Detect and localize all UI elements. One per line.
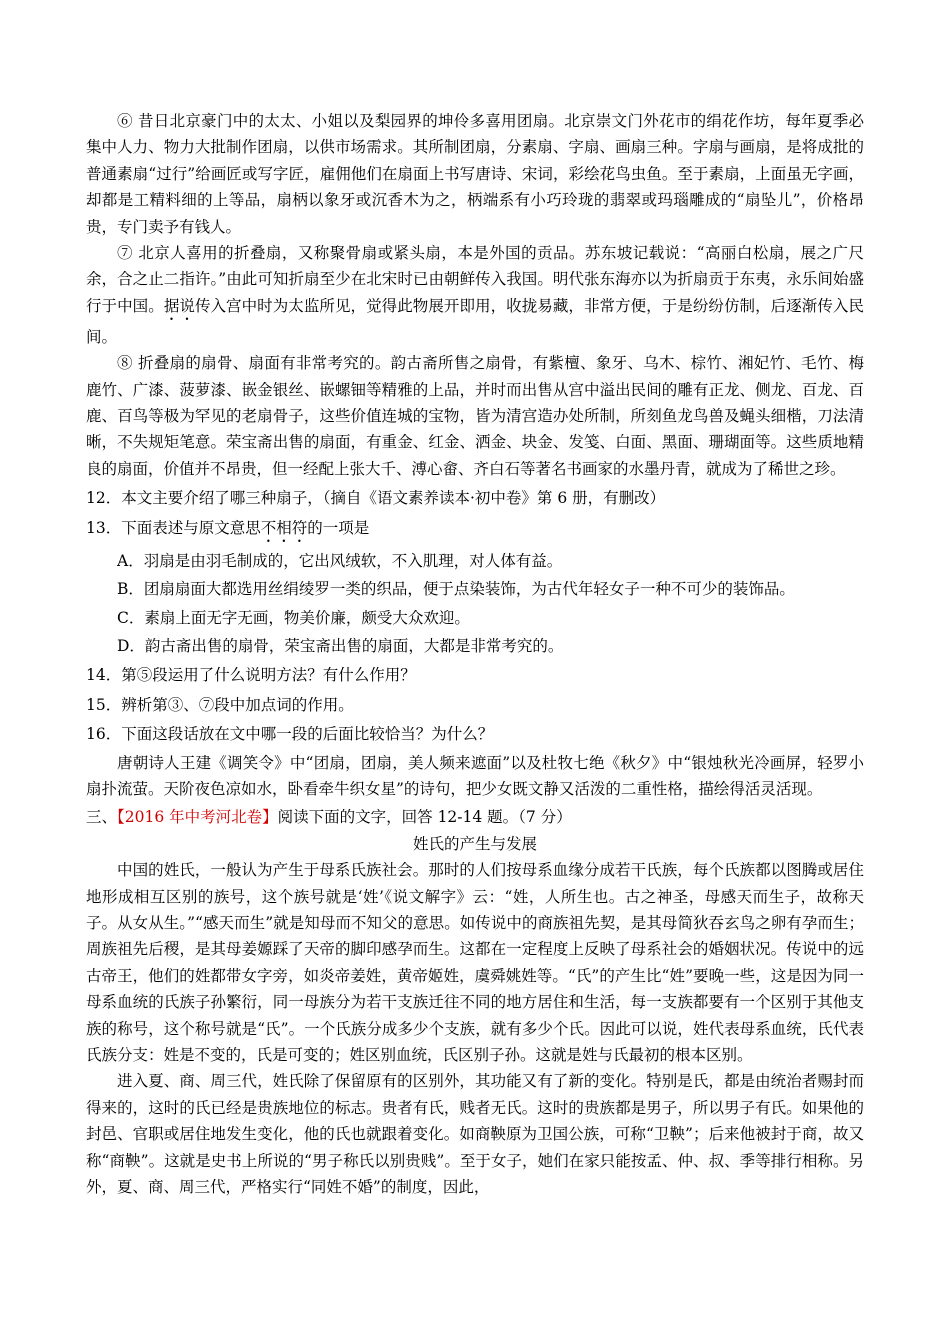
question-16-passage: 唐朝诗人王建《调笑令》中“团扇，团扇，美人频来遮面”以及杜牧七绝《秋夕》中“银烛秋光冷画屏，轻罗小扇扑流萤。天阶夜色凉如水，卧看牵牛织女星”的诗句，把少女既文静又活泼的二重性格，描绘得活灵活现。 [86,753,864,798]
paragraph-6: ⑥ 昔日北京豪门中的太太、小姐以及梨园界的坤伶多喜用团扇。北京崇文门外花市的绢花作坊，每年夏季必集中人力、物力大批制作团扇，以供市场需求。其所制团扇，分素扇、字扇、画扇三种。字扇与画扇，是将成批的普通素扇“过行”给画匠或写字匠，雇佣他们在扇面上书写唐诗、宋词，彩绘花鸟虫鱼。至于素扇，上面虽无字画，却都是工精料细的上等品，扇柄以象牙或沉香木为之，柄端系有小巧玲珑的翡翠或玛瑙雕成的“扇坠儿”，价格昂贵，专门卖予有钱人。 [86,112,864,236]
option-d: D．韵古斋出售的扇骨，荣宝斋出售的扇面，大都是非常考究的。 [117,636,564,655]
section-3-prefix: 三、 [86,808,118,827]
section-3-instruction: 阅读下面的文字，回答 12-14 题。（7 分） [277,808,572,827]
surname-paragraph-2: 进入夏、商、周三代，姓氏除了保留原有的区别外，其功能又有了新的变化。特别是氏，都是由统治者赐封而得来的，这时的氏已经是贵族地位的标志。贵者有氏，贱者无氏。这时的贵族都是男子，所以男子有氏。如果他的封邑、官职或居住地发生变化，他的氏也就跟着变化。如商鞅原为卫国公族，可称“卫鞅”；后来他被封于商，故又称“商鞅”。这就是史书上所说的“男子称氏以别贵贱”。至于女子，她们在家只能按孟、仲、叔、季等排行相称。另外，夏、商、周三代，严格实行“同姓不婚”的制度，因此， [86,1072,864,1197]
question-13-start: 13．下面表述与原文意思 [86,518,261,537]
paragraph-7-end: 传入宫中时为太监所见，觉得此物展开即用，收拢易藏，非常方便，于是纷纷仿制，后逐渐传入民间。 [86,296,864,346]
dotted-word-buxiangfu: 不相符 [260,518,308,537]
paragraph-7 [86,240,864,350]
option-b: B．团扇扇面大都选用丝绢绫罗一类的织品，便于点染装饰，为古代年轻女子一种不可少的装饰品。 [117,580,795,599]
option-a: A．羽扇是由羽毛制成的，它出风绒软，不入肌理，对人体有益。 [117,551,563,570]
question-13 [86,515,864,546]
article-title: 姓氏的产生与发展 [412,834,537,853]
option-c: C．素扇上面无字无画，物美价廉，颇受大众欢迎。 [117,608,470,627]
question-15: 15．辨析第③、⑦段中加点词的作用。 [86,695,354,714]
question-16: 16．下面这段话放在文中哪一段的后面比较恰当？为什么？ [86,725,494,744]
paragraph-8: ⑧ 折叠扇的扇骨、扇面有非常考究的。韵古斋所售之扇骨，有紫檀、象牙、乌木、棕竹、湘妃竹、毛竹、梅鹿竹、广漆、菠萝漆、嵌金银丝、嵌螺钿等精雅的上品，并时而出售从宫中溢出民间的雕有正龙、侧龙、百龙、百鹿、百鸟等极为罕见的老扇骨子，这些价值连城的宝物，皆为清宫造办处所制，所刻鱼龙鸟兽及蝇头细楷，刀法清晰，不失规矩笔意。荣宝斋出售的扇面，有重金、红金、洒金、块金、发笺、白面、黑面、珊瑚面等。这些质地精良的扇面，价值并不昂贵，但一经配上张大千、溥心畲、齐白石等著名书画家的水墨丹青，就成为了稀世之珍。 [86,354,864,478]
section-3-source: 【2016 年中考河北卷】 [117,808,278,827]
document-page [86,108,864,1200]
dotted-word-jushuo: 据说 [163,296,195,315]
section-3-heading [86,804,864,830]
surname-paragraph-1: 中国的姓氏，一般认为产生于母系氏族社会。那时的人们按母系血缘分成若干氏族，每个氏族都以图腾或居住地形成相互区别的族号，这个族号就是‘姓’《说文解字》云：“姓，人所生也。古之神圣，母感天而生子，故称天子。从女从生。”“感天而生”就是知母而不知父的意思。如传说中的商族祖先契，是其母简狄吞玄鸟之卵有孕而生；周族祖先后稷，是其母姜嫄踩了天帝的脚印感孕而生。这都在一定程度上反映了母系社会的婚姻状况。传说中的远古帝王，他们的姓都带女字旁，如炎帝姜姓，黄帝姬姓，虞舜姚姓等。“氏”的产生比“姓”要晚一些，这是因为同一母系血统的氏族子孙繁衍，同一母族分为若干支族迁往不同的地方居住和生活，每一支族都要有一个区别于其他支族的称号，这个称号就是“氏”。一个氏族分成多少个支族，就有多少个氏。因此可以说，姓代表母系血统，氏代表氏族分支：姓是不变的，氏是可变的；姓区别血统，氏区别子孙。这就是姓与氏最初的根本区别。 [86,861,864,1064]
question-12: 12．本文主要介绍了哪三种扇子，（摘自《语文素养读本·初中卷》第 6 册，有删改） [86,489,666,508]
question-14: 14．第⑤段运用了什么说明方法？有什么作用？ [86,666,416,685]
question-13-end: 的一项是 [307,518,370,537]
paragraph-7-start: ⑦ 北京人喜用的折叠扇，又称聚骨扇或紧头扇，本是外国的贡品。苏东坡记载说：“高丽白松扇，展之广尺余，合之止二指许。”由此可知折扇至少在北宋时已由朝鲜传入我国。明代张东海亦以为折扇贡于东夷，永乐间始盛行于中国。 [86,244,864,315]
